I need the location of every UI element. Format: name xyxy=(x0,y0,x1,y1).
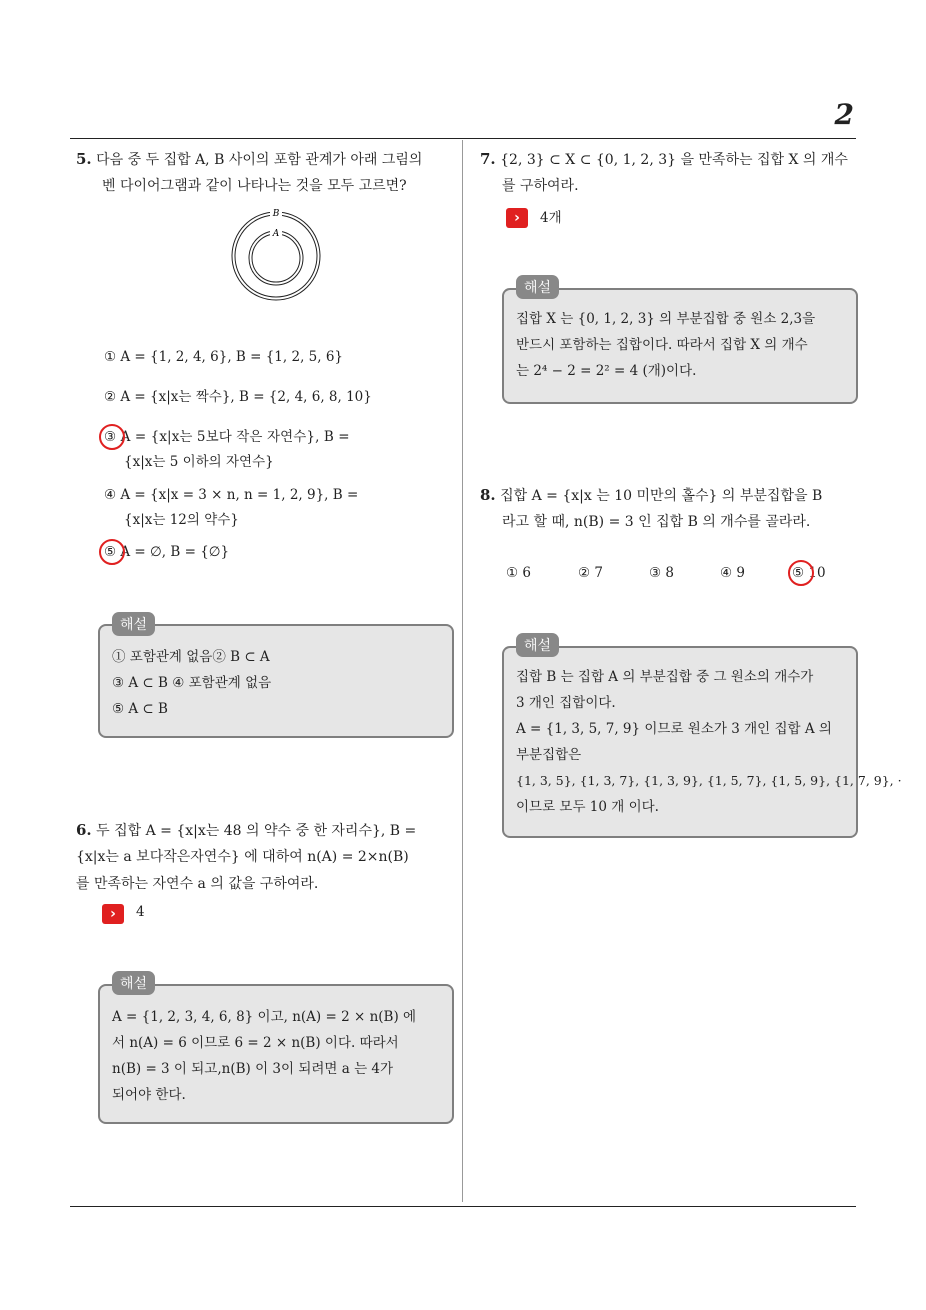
q5-choice-5[interactable]: ⑤ A = ∅, B = {∅} xyxy=(104,544,230,560)
selected-mark-q8 xyxy=(788,560,814,586)
q6-solution-label: 해설 xyxy=(112,971,155,995)
q8-solution-box xyxy=(502,646,902,838)
q8-line1 xyxy=(480,482,822,510)
bottom-rule xyxy=(70,1206,856,1207)
q5-sol-line2: ③ A ⊂ B ④ 포함관계 없음 xyxy=(112,675,272,691)
q7-solution-label: 해설 xyxy=(516,275,559,299)
q5-sol-line3: ⑤ A ⊂ B xyxy=(112,701,168,717)
q5-line1 xyxy=(76,146,422,174)
venn-outer-circle xyxy=(232,212,320,300)
q5-choice-4-cont: {x|x는 12의 약수} xyxy=(124,512,239,528)
q7-solution-box xyxy=(502,288,858,404)
q6-line3: 를 만족하는 자연수 a 의 값을 구하여라. xyxy=(76,876,319,892)
q7-text-1: {2, 3} ⊂ X ⊂ {0, 1, 2, 3} 을 만족하는 집합 X 의 개수 xyxy=(500,152,848,168)
q7-answer: 4개 xyxy=(540,210,562,226)
q5-sol-line1: ① 포함관계 없음② B ⊂ A xyxy=(112,649,270,665)
q6-text-1: 두 집합 A = {x|x는 48 의 약수 중 한 자리수}, B = xyxy=(96,823,417,839)
q7-line2: 를 구하여라. xyxy=(502,178,579,194)
q6-line1 xyxy=(76,817,416,845)
q5-choice-3-cont: {x|x는 5 이하의 자연수} xyxy=(124,454,274,470)
q7-line1 xyxy=(480,146,848,174)
q8-choice-3[interactable]: ③ 8 xyxy=(649,565,674,581)
q5-solution-label: 해설 xyxy=(112,612,155,636)
q7-sol-line2: 반드시 포함하는 집합이다. 따라서 집합 X 의 개수 xyxy=(516,337,808,353)
q8-choice-1[interactable]: ① 6 xyxy=(506,565,531,581)
q8-sol-line2: 3 개인 집합이다. xyxy=(516,695,616,711)
q8-sol-line3: A = {1, 3, 5, 7, 9} 이므로 원소가 3 개인 집합 A 의 xyxy=(516,721,832,737)
q5-text-1: 다음 중 두 집합 A, B 사이의 포함 관계가 아래 그림의 xyxy=(96,152,423,168)
selected-mark-5 xyxy=(99,539,125,565)
q6-answer: 4 xyxy=(136,904,145,920)
q8-sol-line5: {1, 3, 5}, {1, 3, 7}, {1, 3, 9}, {1, 5, 7}, {1, 5, 9}, {1, 7, 9}, · xyxy=(516,773,902,788)
q8-solution-label: 해설 xyxy=(516,633,559,657)
q8-sol-line1: 집합 B 는 집합 A 의 부분집합 중 그 원소의 개수가 xyxy=(516,669,814,685)
q8-number: 8. xyxy=(480,486,496,504)
top-rule xyxy=(70,138,856,139)
q6-solution-box xyxy=(98,984,454,1124)
q7-sol-line1: 집합 X 는 {0, 1, 2, 3} 의 부분집합 중 원소 2,3을 xyxy=(516,311,816,327)
q6-sol-line4: 되어야 한다. xyxy=(112,1087,186,1103)
q7-number: 7. xyxy=(480,150,496,168)
q5-choice-3[interactable]: ③ A = {x|x는 5보다 작은 자연수}, B = xyxy=(104,429,350,445)
q8-sol-line4: 부분집합은 xyxy=(516,747,582,763)
answer-arrow-icon: › xyxy=(102,904,124,924)
selected-mark-3 xyxy=(99,424,125,450)
q5-choice-2[interactable]: ② A = {x|x는 짝수}, B = {2, 4, 6, 8, 10} xyxy=(104,389,372,405)
q8-text-1: 집합 A = {x|x 는 10 미만의 홀수} 의 부분집합을 B xyxy=(500,488,823,504)
venn-inner-circle xyxy=(249,231,303,285)
q8-choice-4[interactable]: ④ 9 xyxy=(720,565,745,581)
column-separator xyxy=(462,140,463,1202)
q6-sol-line1: A = {1, 2, 3, 4, 6, 8} 이고, n(A) = 2 × n(B) 에 xyxy=(112,1009,417,1025)
q8-sol-line6: 이므로 모두 10 개 이다. xyxy=(516,799,659,815)
q8-choice-5[interactable]: ⑤ 10 xyxy=(792,565,826,581)
q6-line2: {x|x는 a 보다작은자연수} 에 대하여 n(A) = 2×n(B) xyxy=(76,849,409,865)
venn-label-b: B xyxy=(272,209,280,219)
q5-choice-1[interactable]: ① A = {1, 2, 4, 6}, B = {1, 2, 5, 6} xyxy=(104,349,343,365)
q7-sol-line3: 는 2⁴ − 2 = 2² = 4 (개)이다. xyxy=(516,363,697,379)
page-number: 2 xyxy=(834,98,854,131)
q6-number: 6. xyxy=(76,821,92,839)
venn-diagram xyxy=(228,206,324,302)
q5-choice-4[interactable]: ④ A = {x|x = 3 × n, n = 1, 2, 9}, B = xyxy=(104,487,359,503)
q6-sol-line2: 서 n(A) = 6 이므로 6 = 2 × n(B) 이다. 따라서 xyxy=(112,1035,399,1051)
q6-sol-line3: n(B) = 3 이 되고,n(B) 이 3이 되려면 a 는 4가 xyxy=(112,1061,394,1077)
answer-arrow-icon: › xyxy=(506,208,528,228)
q8-choice-2[interactable]: ② 7 xyxy=(578,565,603,581)
venn-label-a: A xyxy=(272,229,280,239)
venn-inner-circle-inner xyxy=(252,234,300,282)
q5-number: 5. xyxy=(76,150,92,168)
q8-line2: 라고 할 때, n(B) = 3 인 집합 B 의 개수를 골라라. xyxy=(502,514,811,530)
q5-line2: 벤 다이어그램과 같이 나타나는 것을 모두 고르면? xyxy=(102,178,407,194)
q5-solution-box xyxy=(98,624,454,738)
